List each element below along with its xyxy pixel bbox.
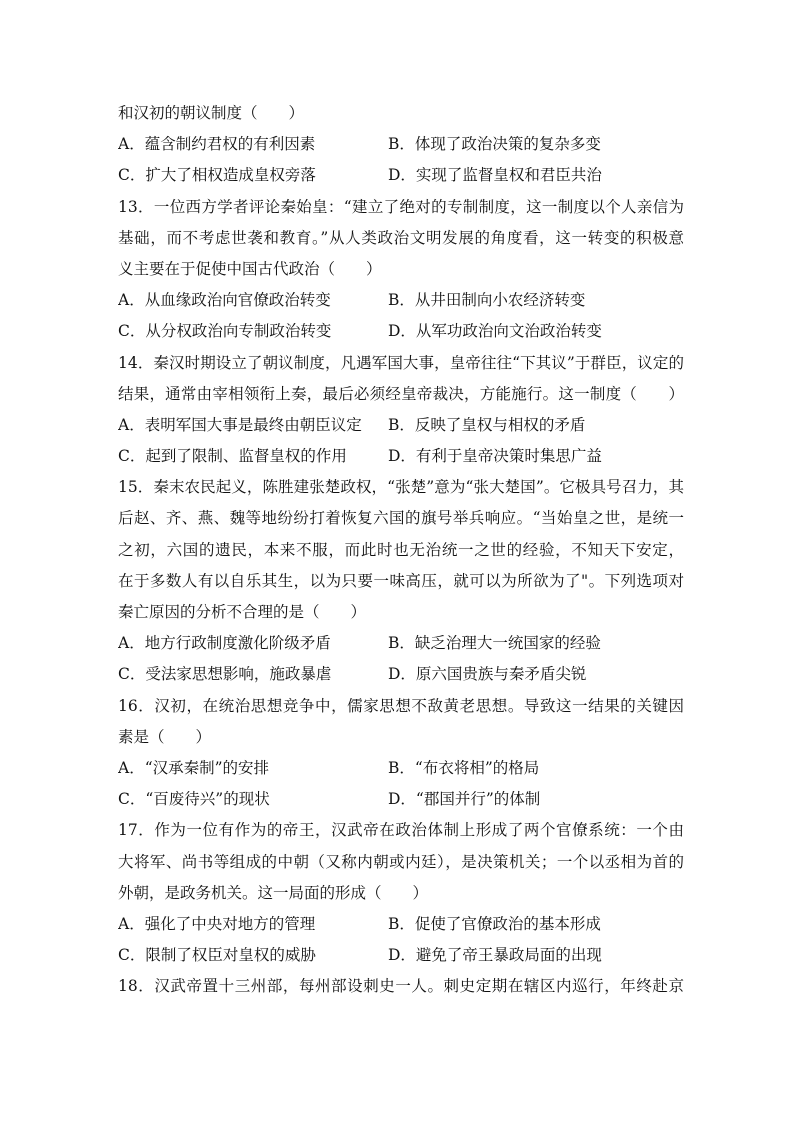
question-text-line: 14．秦汉时期设立了朝议制度，凡遇军国大事，皇帝往往“下其议”于群臣，议定的 <box>118 353 684 372</box>
option-row <box>118 441 684 472</box>
question-text-line: 秦亡原因的分析不合理的是（ ） <box>118 603 367 621</box>
exam-questions <box>118 98 684 1002</box>
option-left: C．限制了权臣对皇权的威胁 <box>118 946 316 965</box>
option-left: C．扩大了相权造成皇权旁落 <box>118 166 316 185</box>
option-left: A．地方行政制度激化阶级矛盾 <box>118 634 331 653</box>
question-text-line: 后赵、齐、燕、魏等地纷纷打着恢复六国的旗号举兵响应。“当始皇之世，是统一 <box>118 509 684 528</box>
question-text-line: 16．汉初，在统治思想竞争中，儒家思想不敌黄老思想。导致这一结果的关键因 <box>118 696 684 715</box>
option-row <box>118 628 684 659</box>
option-right: D．原六国贵族与秦矛盾尖锐 <box>388 665 587 684</box>
option-left: A．蕴含制约君权的有利因素 <box>118 135 316 154</box>
option-right: B．缺乏治理大一统国家的经验 <box>388 634 601 653</box>
question-text-line: 15．秦末农民起义，陈胜建张楚政权，“张楚”意为“张大楚国”。它极具号召力，其 <box>118 478 684 497</box>
option-right: B．“布衣将相”的格局 <box>388 758 540 777</box>
option-left: C．从分权政治向专制政治转变 <box>118 322 332 341</box>
option-right: B．促使了官僚政治的基本形成 <box>388 914 601 933</box>
question-text-line: 义主要在于促使中国古代政治（ ） <box>118 259 382 278</box>
question-text-line: 18．汉武帝置十三州部，每州部设刺史一人。刺史定期在辖区内巡行，年终赴京 <box>118 977 684 996</box>
option-row <box>118 316 684 347</box>
option-right: D．从军功政治向文治政治转变 <box>388 322 602 341</box>
question-text-line: 之初，六国的遗民，本来不服，而此时也无治统一之世的经验，不知天下安定， <box>118 540 684 559</box>
option-left: A．从血缘政治向官僚政治转变 <box>118 291 331 310</box>
option-left: C．“百废待兴”的现状 <box>118 790 270 809</box>
option-right: D．避免了帝王暴政局面的出现 <box>388 946 602 965</box>
option-left: C．起到了限制、监督皇权的作用 <box>118 447 347 466</box>
question-text-line: 17．作为一位有作为的帝王，汉武帝在政治体制上形成了两个官僚系统：一个由 <box>118 821 684 840</box>
question-text-line: 素是（ ） <box>118 727 212 746</box>
option-right: B．体现了政治决策的复杂多变 <box>388 135 601 154</box>
option-left: C．受法家思想影响，施政暴虐 <box>118 665 332 684</box>
question-text-line: 外朝，是政务机关。这一局面的形成（ ） <box>118 883 429 902</box>
option-right: D．“郡国并行”的体制 <box>388 790 541 809</box>
question-text-line: 大将军、尚书等组成的中朝（又称内朝或内廷），是决策机关；一个以丞相为首的 <box>118 852 684 871</box>
option-row <box>118 940 684 971</box>
option-left: A．表明军国大事是最终由朝臣议定 <box>118 415 362 434</box>
option-right: D．实现了监督皇权和君臣共治 <box>388 166 602 185</box>
question-text-line: 基础，而不考虑世袭和教育。”从人类政治文明发展的角度看，这一转变的积极意 <box>118 228 684 247</box>
question-text-line: 结果，通常由宰相领衔上奏，最后必须经皇帝裁决，方能施行。这一制度（ ） <box>118 384 684 403</box>
option-row <box>118 659 684 690</box>
option-row <box>118 160 684 191</box>
question-text-line: 和汉初的朝议制度（ ） <box>118 104 305 122</box>
option-right: B．从井田制向小农经济转变 <box>388 291 586 310</box>
option-right: D．有利于皇帝决策时集思广益 <box>388 447 602 466</box>
option-left: A．强化了中央对地方的管理 <box>118 914 316 933</box>
option-left: A．“汉承秦制”的安排 <box>118 758 270 777</box>
option-right: B．反映了皇权与相权的矛盾 <box>388 415 586 434</box>
option-row <box>118 129 684 160</box>
option-row <box>118 410 684 441</box>
option-row <box>118 753 684 784</box>
option-row <box>118 909 684 940</box>
option-row <box>118 285 684 316</box>
question-text-line: 13．一位西方学者评论秦始皇：“建立了绝对的专制制度，这一制度以个人亲信为 <box>118 197 684 216</box>
question-text-line: 在于多数人有以自乐其生，以为只要一味高压，就可以为所欲为了"。下列选项对 <box>118 571 684 590</box>
option-row <box>118 784 684 815</box>
